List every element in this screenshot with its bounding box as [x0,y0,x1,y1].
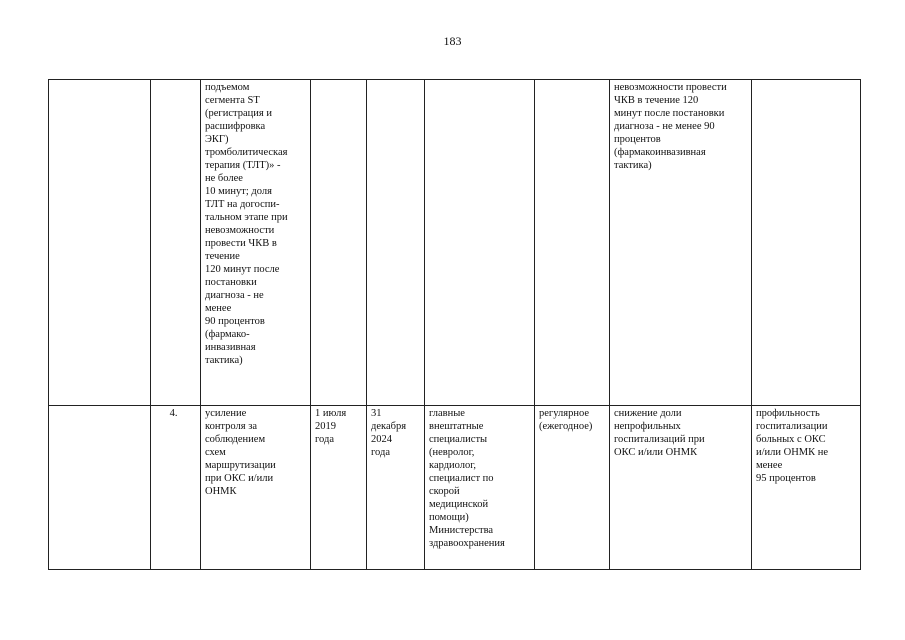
measures-table [48,79,861,570]
cell-section [49,80,151,406]
cell-end-date: 31 декабря 2024 года [367,406,425,570]
cell-result: невозможности провести ЧКВ в течение 120 минут после постановки диагноза - не менее 90 процентов (фармакоинвазивная тактика) [610,80,752,406]
cell-number: 4. [151,406,201,570]
cell-result: снижение доли непрофильных госпитализаций при ОКС и/или ОНМК [610,406,752,570]
cell-indicator: профильность госпитализации больных с ОКС и/или ОНМК не менее 95 процентов [752,406,861,570]
cell-periodicity [535,80,610,406]
cell-responsible: главные внештатные специалисты (невролог, кардиолог, специалист по скорой медицинской помощи) Министерства здравоохранения [425,406,535,570]
cell-responsible [425,80,535,406]
cell-measure: подъемом сегмента ST (регистрация и расшифровка ЭКГ) тромболитическая терапия (ТЛТ)» - не более 10 минут; доля ТЛТ на догоспи- тальном этапе при невозможности провести ЧКВ в течение 120 минут после постановки диагноза - не менее 90 процентов (фармако- инвазивная тактика) [201,80,311,406]
table-row-continued [49,80,861,406]
cell-number [151,80,201,406]
cell-section [49,406,151,570]
cell-periodicity: регулярное (ежегодное) [535,406,610,570]
cell-measure: усиление контроля за соблюдением схем маршрутизации при ОКС и/или ОНМК [201,406,311,570]
cell-start-date: 1 июля 2019 года [311,406,367,570]
cell-start-date [311,80,367,406]
page-number: 183 [443,34,462,48]
table-row-item-4 [49,406,861,570]
cell-end-date [367,80,425,406]
cell-indicator [752,80,861,406]
